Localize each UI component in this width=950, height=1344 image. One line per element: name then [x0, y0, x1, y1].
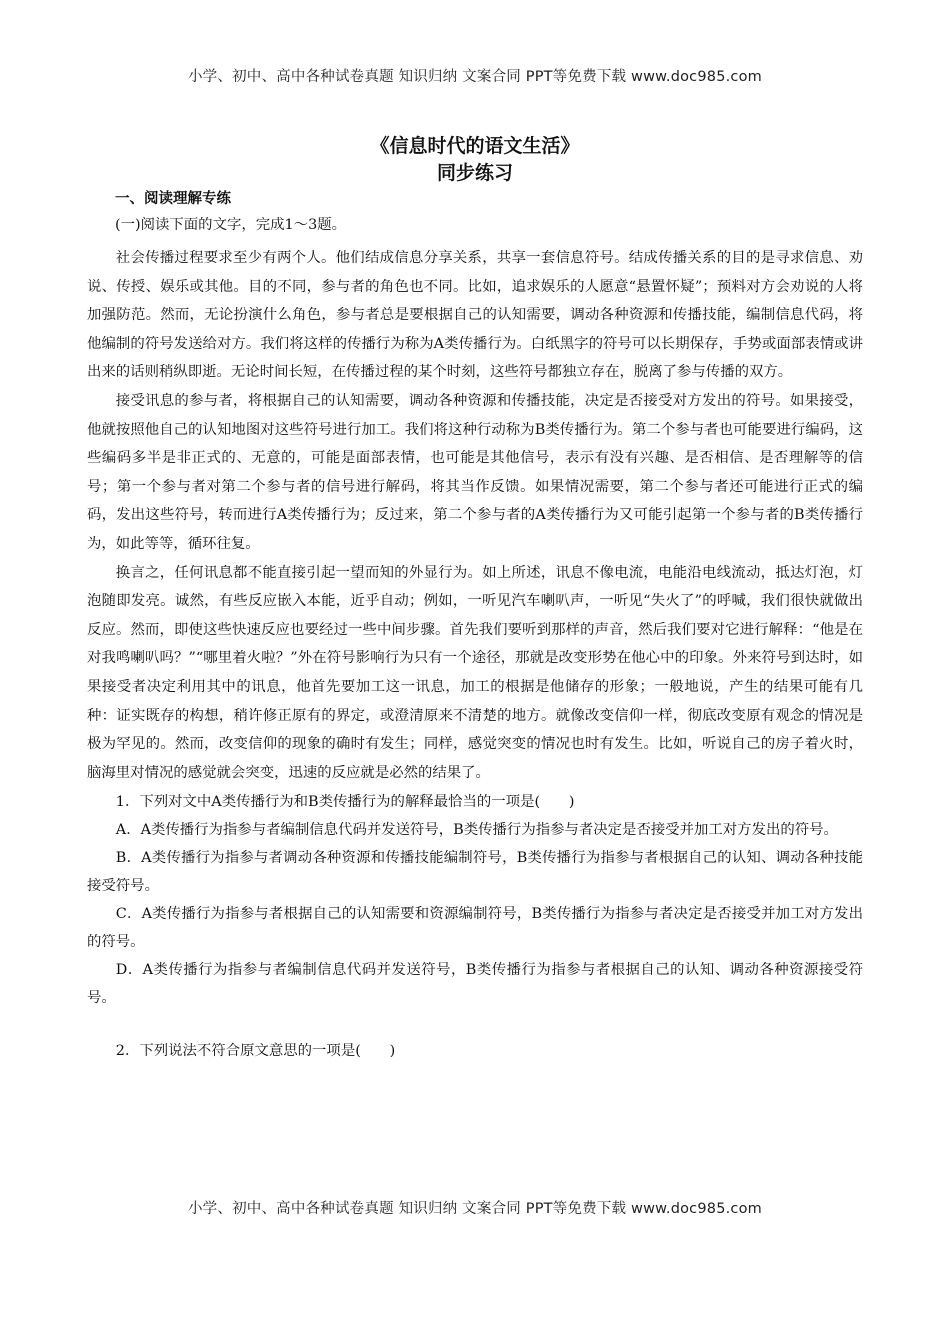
reading-passage	[87, 244, 863, 787]
passage-paragraph-3: 换言之，任何讯息都不能直接引起一望而知的外显行为。如上所述，讯息不像电流，电能沿电线流动，抵达灯泡，灯泡随即发亮。诚然，有些反应嵌入本能，近乎自动；例如，一听见汽车喇叭声，一听见“失火了”的呼喊，我们很快就做出反应。然而，即使这些快速反应也要经过一些中间步骤。首先我们要听到那样的声音，然后我们要对它进行解释：“他是在对我鸣喇叭吗？”“哪里着火啦？”外在符号影响行为只有一个途径，那就是改变形势在他心中的印象。外来符号到达时，如果接受者决定利用其中的讯息，他首先要加工这一讯息，加工的根据是他储存的形象；一般地说，产生的结果可能有几种：证实既存的构想，稍许修正原有的界定，或澄清原来不清楚的地方。就像改变信仰一样，彻底改变原有观念的情况是极为罕见的。然而，改变信仰的现象的确时有发生；同样，感觉突变的情况也时有发生。比如，听说自己的房子着火时，脑海里对情况的感觉就会突变，迅速的反应就是必然的结果了。	[87, 564, 863, 781]
question-1-stem: 1．下列对文中A类传播行为和B类传播行为的解释最恰当的一项是( )	[115, 794, 575, 811]
question-2	[87, 1038, 863, 1065]
question-1-option-c: C．A类传播行为指参与者根据自己的认知需要和资源编制符号，B类传播行为指参与者决定是否接受并加工对方发出的符号。	[87, 906, 863, 951]
document-title	[0, 133, 950, 187]
passage-paragraph-2: 接受讯息的参与者，将根据自己的认知需要，调动各种资源和传播技能，决定是否接受对方发出的符号。如果接受，他就按照他自己的认知地图对这些符号进行加工。我们将这种行动称为B类传播行为。第二个参与者也可能要进行编码，这些编码多半是非正式的、无意的，可能是面部表情，也可能是其他信号，表示有没有兴趣、是否相信、是否理解等的信号；第一个参与者对第二个参与者的信号进行解码，将其当作反馈。如果情况需要，第二个参与者还可能进行正式的编码，发出这些符号，转而进行A类传播行为；反过来，第二个参与者的A类传播行为又可能引起第一个参与者的B类传播行为，如此等等，循环往复。	[87, 392, 863, 552]
question-1-option-a: A．A类传播行为指参与者编制信息代码并发送符号，B类传播行为指参与者决定是否接受并加工对方发出的符号。	[115, 822, 838, 839]
title-line-1: 《信息时代的语文生活》	[370, 135, 580, 157]
document-body	[87, 186, 863, 1065]
title-line-2: 同步练习	[436, 162, 513, 184]
passage-paragraph-1: 社会传播过程要求至少有两个人。他们结成信息分享关系，共享一套信息符号。结成传播关系的目的是寻求信息、劝说、传授、娱乐或其他。目的不同，参与者的角色也不同。比如，追求娱乐的人愿意“悬置怀疑”；预料对方会劝说的人将加强防范。然而，无论扮演什么角色，参与者总是要根据自己的认知需要，调动各种资源和传播技能，编制信息代码，将他编制的符号发送给对方。我们将这样的传播行为称为A类传播行为。白纸黑字的符号可以长期保存，手势或面部表情或讲出来的话则稍纵即逝。无论时间长短，在传播过程的某个时刻，这些符号都独立存在，脱离了参与传播的双方。	[87, 250, 863, 381]
question-list	[87, 789, 863, 1065]
question-1	[87, 789, 863, 1012]
question-2-stem: 2．下列说法不符合原文意思的一项是( )	[115, 1043, 396, 1060]
page-footer: 小学、初中、高中各种试卷真题 知识归纳 文案合同 PPT等免费下载 www.doc985.com	[187, 1201, 763, 1217]
section-instruction: (一)阅读下面的文字，完成1～3题。	[115, 217, 347, 233]
page-header: 小学、初中、高中各种试卷真题 知识归纳 文案合同 PPT等免费下载 www.doc985.com	[187, 69, 763, 85]
section-heading: 一、阅读理解专练	[115, 191, 231, 207]
question-1-option-b: B．A类传播行为指参与者调动各种资源和传播技能编制符号，B类传播行为指参与者根据自己的认知、调动各种技能接受符号。	[87, 850, 863, 895]
question-1-option-d: D．A类传播行为指参与者编制信息代码并发送符号，B类传播行为指参与者根据自己的认知、调动各种资源接受符号。	[87, 962, 863, 1007]
